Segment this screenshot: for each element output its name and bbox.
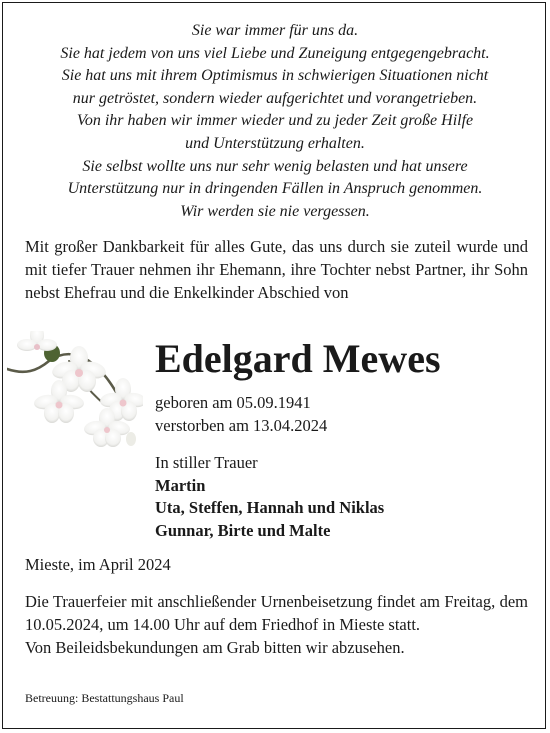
death-date: verstorben am 13.04.2024 bbox=[155, 416, 328, 435]
poem-line: Von ihr haben wir immer wieder und zu jeder Zeit große Hilfe bbox=[76, 112, 474, 130]
mourner-name: Martin bbox=[155, 475, 206, 495]
mourner-name: Uta, Steffen, Hannah und Niklas bbox=[155, 498, 385, 517]
service-paragraph: Die Trauerfeier mit anschließender Urnenbeisetzung findet am Freitag, dem 10.05.2024, um 14.00 Uhr auf dem Friedhof in Mieste statt. bbox=[25, 592, 528, 634]
memorial-poem bbox=[3, 20, 546, 223]
poem-line: und Unterstützung erhalten. bbox=[185, 134, 365, 152]
poem-line: nur getröstet, sondern wieder aufgerichtet und vorangetrieben. bbox=[72, 89, 478, 107]
life-dates bbox=[155, 391, 327, 437]
obituary-notice bbox=[2, 2, 546, 729]
funeral-home-credit: Betreuung: Bestattungshaus Paul bbox=[25, 691, 184, 705]
poem-line: Sie selbst wollte uns nur sehr wenig belasten und hat unsere bbox=[82, 157, 468, 175]
condolence-note: Von Beileidsbekundungen am Grab bitten wir abzusehen. bbox=[25, 638, 405, 657]
place-and-date: Mieste, im April 2024 bbox=[25, 555, 171, 574]
poem-line: Wir werden sie nie vergessen. bbox=[180, 202, 370, 220]
funeral-service-info bbox=[25, 590, 528, 659]
poem-line: Sie hat jedem von uns viel Liebe und Zuneigung entgegengebracht. bbox=[60, 44, 490, 62]
poem-line: Sie hat uns mit ihrem Optimismus in schwierigen Situationen nicht bbox=[61, 67, 489, 85]
mourners-heading: In stiller Trauer bbox=[155, 453, 258, 472]
poem-line: Unterstützung nur in dringenden Fällen in Anspruch genommen. bbox=[67, 180, 483, 198]
deceased-name: Edelgard Mewes bbox=[155, 336, 441, 381]
birth-date: geboren am 05.09.1941 bbox=[155, 393, 311, 412]
intro-paragraph: Mit großer Dankbarkeit für alles Gute, das uns durch sie zuteil wurde und mit tiefer Trauer nehmen ihr Ehemann, ihre Tochter nebst Partner, ihr Sohn nebst Ehefrau und die Enkelkinder Abschied von bbox=[25, 237, 528, 302]
mourners-block bbox=[155, 452, 384, 542]
poem-line: Sie war immer für uns da. bbox=[191, 22, 359, 39]
mourner-name: Gunnar, Birte und Malte bbox=[155, 520, 331, 540]
orchid-flower-icon bbox=[7, 331, 143, 453]
